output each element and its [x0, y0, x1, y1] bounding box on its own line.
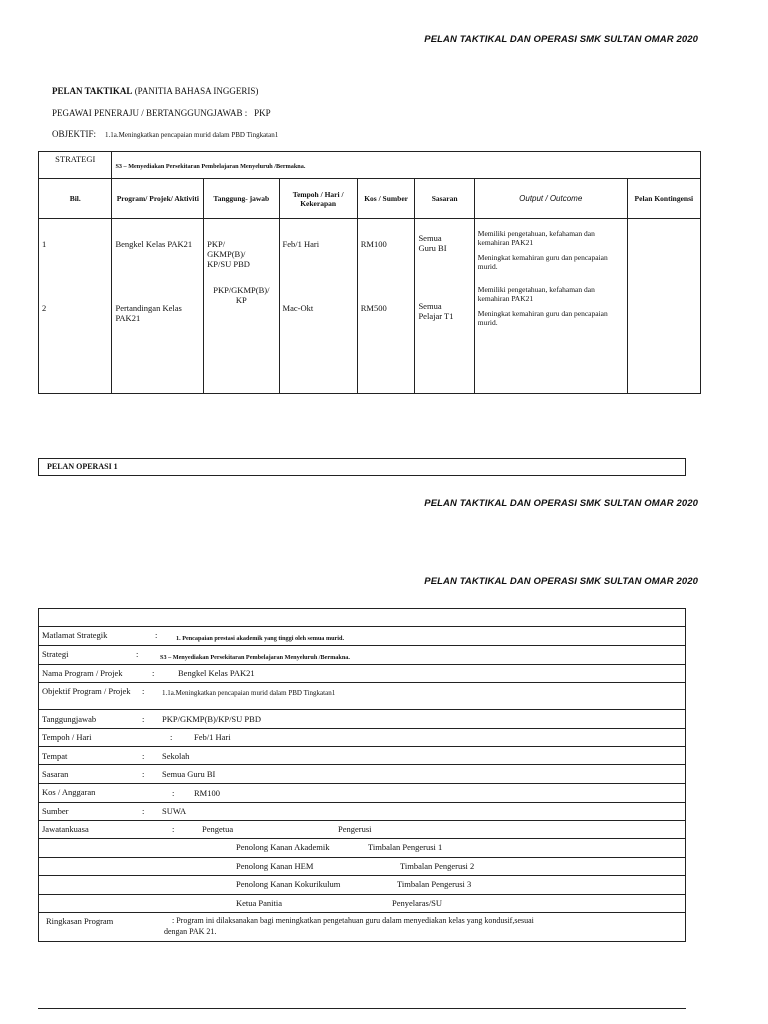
colon: : [136, 649, 139, 659]
committee-role-1: Penolong Kanan Akademik [236, 842, 330, 852]
objective-line: OBJEKTIF: 1.1a.Meningkatkan pencapaian murid dalam PBD Tingkatan1 [52, 129, 279, 139]
output-cell: Memiliki pengetahuan, kefahaman dan kemahiran PAK21 Meningkat kemahiran guru dan pencapaian murid. Memiliki pengetahuan, kefahaman dan kemahiran PAK21 Meningkat kemahiran guru dan pencapaian murid. [474, 219, 627, 394]
kos-value: RM100 [194, 788, 220, 798]
tanggung-label: Tanggungjawab [42, 714, 97, 724]
tactical-table [38, 151, 701, 394]
tempat-label: Tempat [42, 751, 68, 761]
target-cell: Semua Guru BI Semua Pelajar T1 [415, 219, 474, 394]
colon: : [172, 788, 175, 798]
matlamat-value: 1. Pencapaian prestasi akademik yang tinggi oleh semua murid. [176, 635, 344, 642]
committee-role-2: Penolong Kanan HEM [236, 861, 314, 871]
page-header-1: PELAN TAKTIKAL DAN OPERASI SMK SULTAN OMAR 2020 [424, 34, 698, 45]
jawatan-label: Jawatankuasa [42, 824, 89, 834]
sumber-value: SUWA [162, 806, 187, 816]
ringkasan-value-2: dengan PAK 21. [164, 927, 217, 936]
committee-role-0: Pengetua [202, 824, 234, 834]
sasaran-label: Sasaran [42, 769, 69, 779]
ringkasan-value-1: : Program ini dilaksanakan bagi meningkatkan pengetahuan guru dalam menyediakan kelas yang kondusif,sesuai [172, 916, 534, 925]
colon: : [142, 714, 145, 724]
col-target: Sasaran [415, 179, 474, 219]
page-header-3: PELAN TAKTIKAL DAN OPERASI SMK SULTAN OMAR 2020 [424, 576, 698, 587]
operational-title-box [38, 458, 686, 476]
sumber-label: Sumber [42, 806, 69, 816]
strategi-label: Strategi [42, 649, 69, 659]
bil-cell: 1 2 [39, 219, 112, 394]
committee-position-1: Timbalan Pengerusi 1 [368, 842, 443, 852]
matlamat-label: Matlamat Strategik [42, 630, 108, 640]
colon: : [142, 751, 145, 761]
table-header-row [39, 179, 701, 219]
colon: : [142, 769, 145, 779]
colon: : [142, 686, 145, 696]
ringkasan-label: Ringkasan Program [46, 916, 114, 926]
committee-position-0: Pengerusi [338, 824, 372, 834]
page-header-2: PELAN TAKTIKAL DAN OPERASI SMK SULTAN OMAR 2020 [424, 498, 698, 509]
contingency-cell [627, 219, 700, 394]
nama-label: Nama Program / Projek [42, 668, 123, 678]
committee-position-4: Penyelaras/SU [392, 898, 443, 908]
col-output: Output / Outcome [474, 179, 627, 219]
col-program: Program/ Projek/ Aktiviti [112, 179, 204, 219]
committee-role-3: Penolong Kanan Kokurikulum [236, 879, 341, 889]
col-duration: Tempoh / Hari / Kekerapan [279, 179, 357, 219]
colon: : [142, 806, 145, 816]
col-bil: Bil. [39, 179, 112, 219]
table-body-row [39, 219, 701, 394]
colon: : [172, 824, 175, 834]
colon: : [155, 630, 158, 640]
officer-line: PEGAWAI PENERAJU / BERTANGGUNGJAWAB : PKP [52, 108, 271, 118]
kos-label: Kos / Anggaran [42, 787, 96, 797]
col-responsible: Tanggung- jawab [204, 179, 279, 219]
cost-cell: RM100 RM500 [357, 219, 415, 394]
committee-role-4: Ketua Panitia [236, 898, 283, 908]
operational-title: PELAN OPERASI 1 [47, 462, 118, 471]
responsible-cell: PKP/ GKMP(B)/ KP/SU PBD PKP/GKMP(B)/ KP [204, 219, 279, 394]
bottom-rule [38, 1008, 686, 1009]
duration-cell: Feb/1 Hari Mac-Okt [279, 219, 357, 394]
tactical-title: PELAN TAKTIKAL (PANITIA BAHASA INGGERIS) [52, 86, 259, 96]
strategi-value: S3 – Menyediakan Persekitaran Pembelajaran Menyeluruh /Bermakna. [160, 654, 350, 661]
colon: : [152, 668, 155, 678]
committee-position-2: Timbalan Pengerusi 2 [400, 861, 475, 871]
objektif-value: 1.1a.Meningkatkan pencapaian murid dalam PBD Tingkatan1 [162, 689, 336, 697]
strategy-value: S3 – Menyediakan Persekitaran Pembelajaran Menyeluruh /Bermakna. [112, 152, 701, 179]
tempoh-value: Feb/1 Hari [194, 732, 231, 742]
tempat-value: Sekolah [162, 751, 190, 761]
tanggung-value: PKP/GKMP(B)/KP/SU PBD [162, 714, 261, 724]
program-cell: Bengkel Kelas PAK21 Pertandingan Kelas PAK21 [112, 219, 204, 394]
strategy-label: STRATEGI [39, 152, 112, 179]
colon: : [170, 732, 173, 742]
sasaran-value: Semua Guru BI [162, 769, 216, 779]
objektif-label: Objektif Program / Projek [42, 686, 131, 696]
col-cost: Kos / Sumber [357, 179, 415, 219]
committee-position-3: Timbalan Pengerusi 3 [397, 879, 472, 889]
tempoh-label: Tempoh / Hari [42, 732, 92, 742]
nama-value: Bengkel Kelas PAK21 [178, 668, 255, 678]
col-contingency: Pelan Kontingensi [627, 179, 700, 219]
